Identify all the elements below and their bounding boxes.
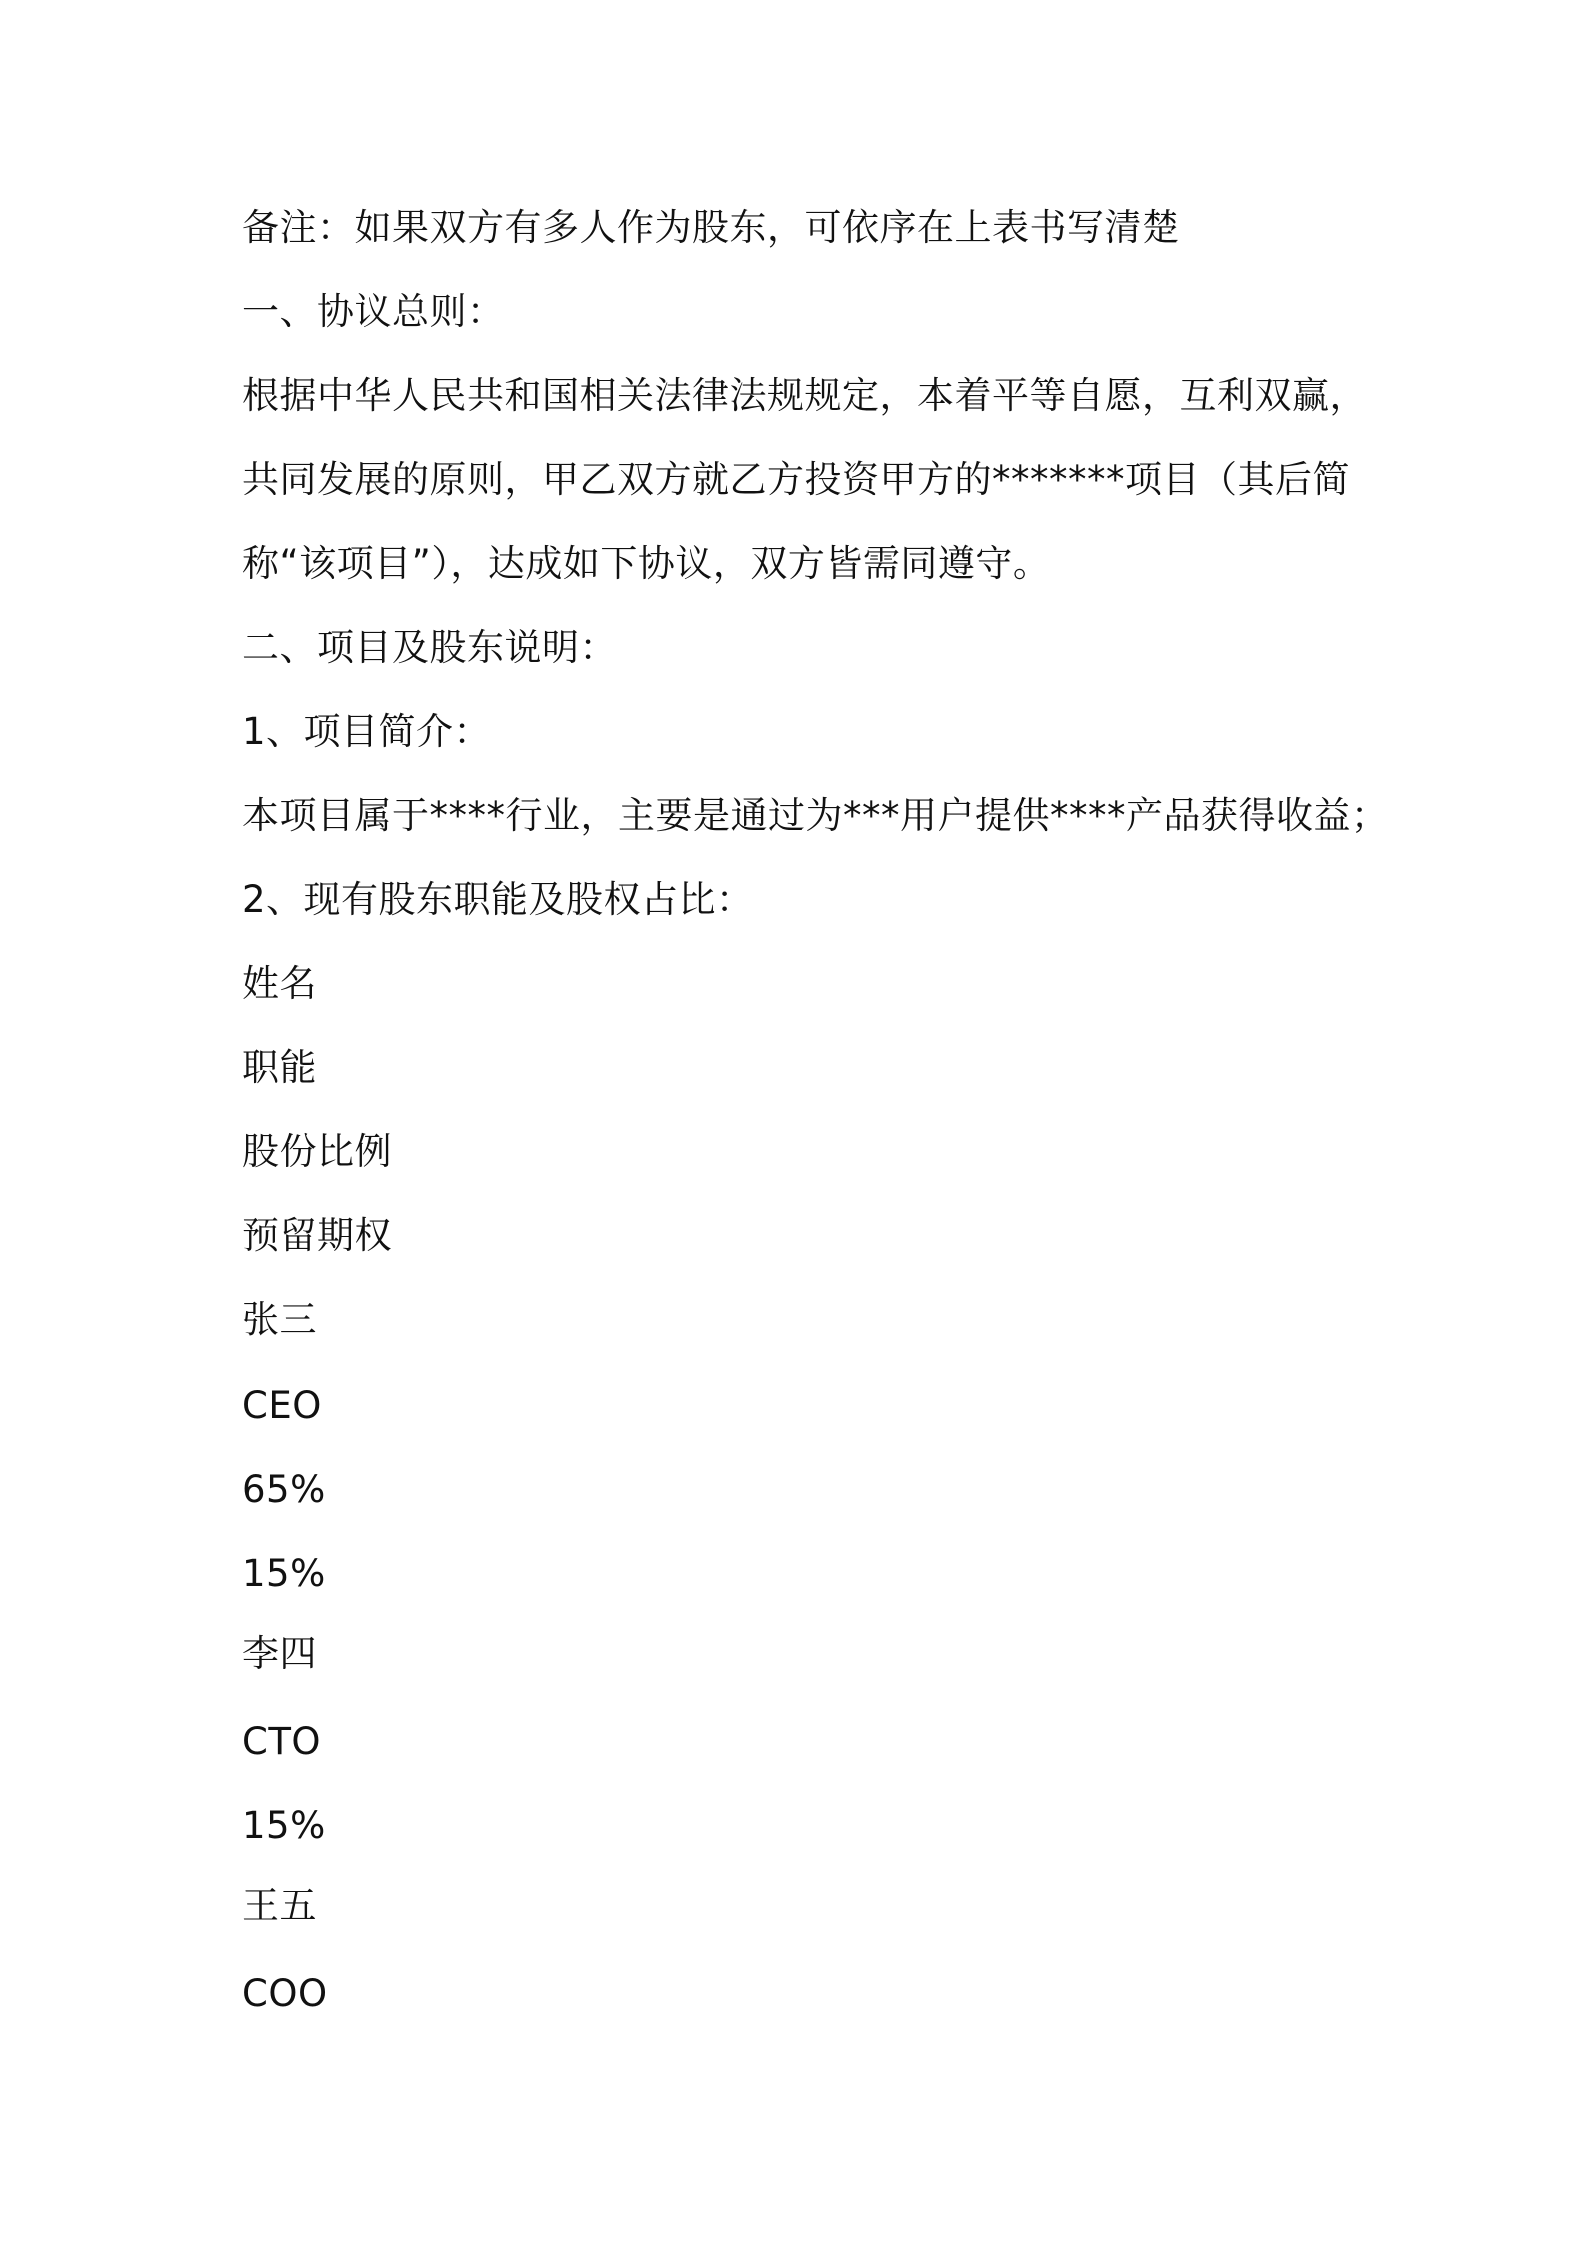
section2-heading: 二、项目及股东说明： (242, 626, 617, 669)
table-header-name: 姓名 (242, 962, 317, 1005)
item1-body: 本项目属于****行业，主要是通过为***用户提供****产品获得收益； (242, 794, 1389, 837)
table-header-role: 职能 (242, 1046, 317, 1089)
table-header-share: 股份比例 (242, 1130, 392, 1173)
shareholder-1-option: 15% (242, 1552, 326, 1595)
section1-body-line-2: 共同发展的原则，甲乙双方就乙方投资甲方的*******项目（其后简 (242, 458, 1350, 501)
section1-body-line-3: 称“该项目”），达成如下协议，双方皆需同遵守。 (242, 542, 1051, 585)
shareholder-1-name: 张三 (242, 1298, 317, 1341)
item2-heading: 2、现有股东职能及股权占比： (242, 878, 754, 921)
shareholder-3-name: 王五 (242, 1884, 317, 1927)
table-header-option: 预留期权 (242, 1214, 392, 1257)
item1-heading: 1、项目简介： (242, 710, 492, 753)
shareholder-2-name: 李四 (242, 1632, 317, 1675)
shareholder-2-role: CTO (242, 1720, 322, 1763)
section1-heading: 一、协议总则： (242, 290, 505, 333)
shareholder-1-share: 65% (242, 1468, 326, 1511)
shareholder-3-role: COO (242, 1972, 328, 2015)
shareholder-2-share: 15% (242, 1804, 326, 1847)
note-text: 备注：如果双方有多人作为股东，可依序在上表书写清楚 (242, 206, 1180, 249)
section1-body-line-1: 根据中华人民共和国相关法律法规规定，本着平等自愿，互利双赢， (242, 374, 1367, 417)
shareholder-1-role: CEO (242, 1384, 322, 1427)
